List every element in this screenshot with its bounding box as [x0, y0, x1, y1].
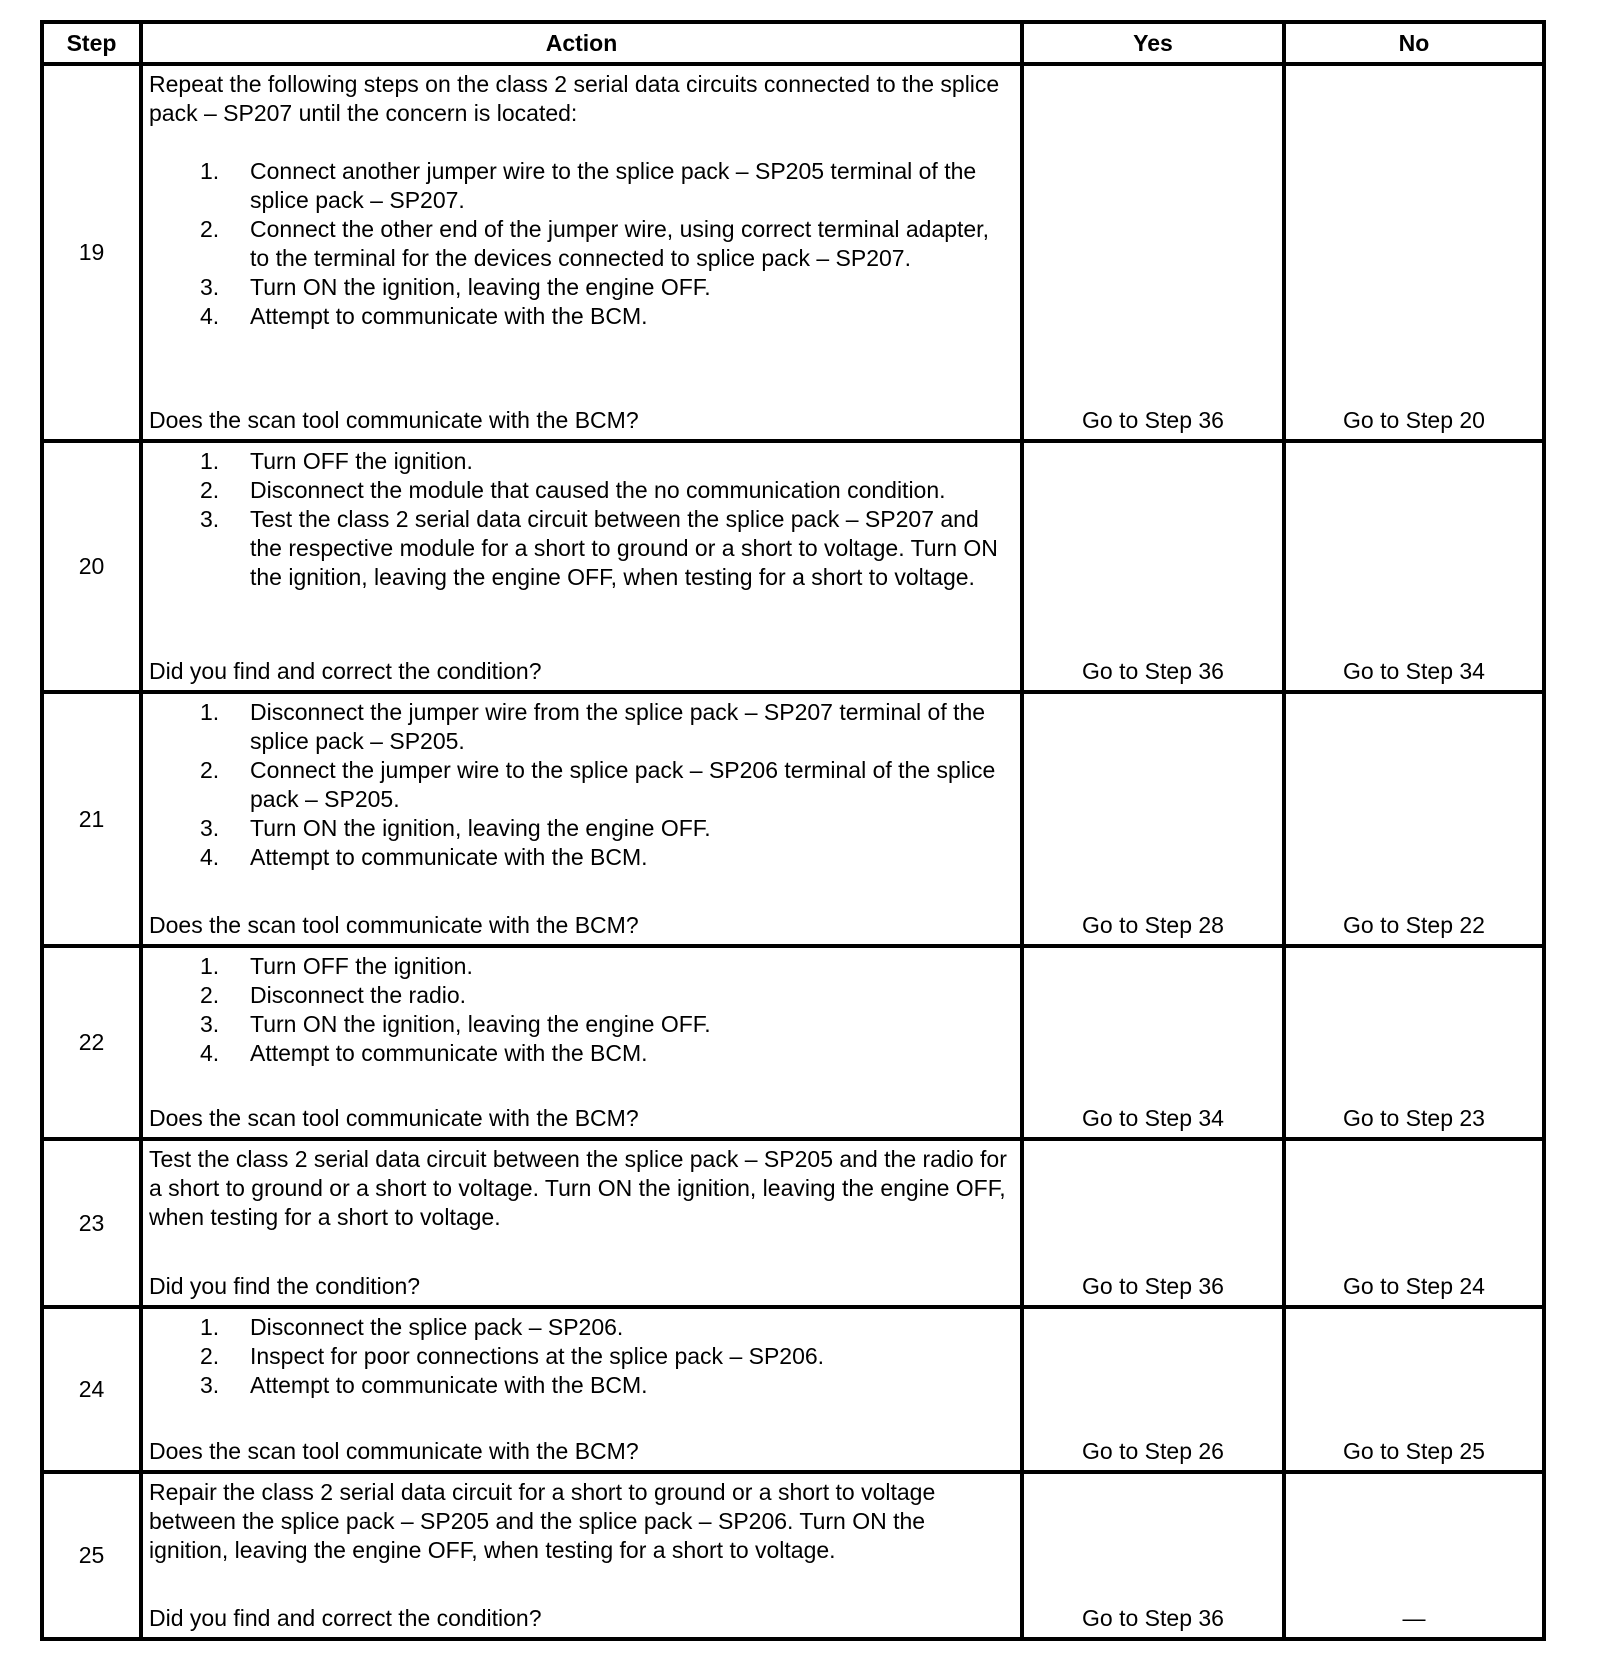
list-text: Turn OFF the ignition. — [250, 953, 473, 979]
list-text: Attempt to communicate with the BCM. — [250, 1372, 648, 1398]
yes-result: Go to Step 36 — [1022, 1472, 1284, 1639]
step-number: 21 — [42, 692, 141, 946]
no-result: Go to Step 25 — [1284, 1307, 1544, 1472]
list-item — [149, 273, 1010, 302]
action-cell — [141, 64, 1022, 441]
header-action: Action — [141, 22, 1022, 64]
no-result: — — [1284, 1472, 1544, 1639]
list-text: Connect the jumper wire to the splice pack – SP206 terminal of the splice pack – SP205. — [250, 757, 996, 812]
list-item — [149, 981, 1010, 1010]
action-question: Does the scan tool communicate with the BCM? — [149, 912, 639, 938]
header-no: No — [1284, 22, 1544, 64]
list-number: 1. — [200, 158, 220, 184]
no-result: Go to Step 20 — [1284, 64, 1544, 441]
header-row — [42, 22, 1544, 64]
list-item — [149, 215, 1010, 273]
list-text: Connect the other end of the jumper wire, using correct terminal adapter, to the terminal for the devices connected to splice pack – SP207. — [250, 216, 989, 271]
list-text: Turn ON the ignition, leaving the engine OFF. — [250, 1011, 711, 1037]
action-steps — [149, 1313, 1010, 1400]
step-number: 24 — [42, 1307, 141, 1472]
action-steps — [149, 157, 1010, 331]
list-number: 3. — [200, 506, 220, 532]
list-item — [149, 302, 1010, 331]
list-number: 2. — [200, 757, 220, 783]
list-text: Test the class 2 serial data circuit between the splice pack – SP207 and the respective module for a short to ground or a short to voltage. Turn ON the ignition, leaving the engine OFF, when testing for a short to voltage. — [250, 506, 998, 590]
list-number: 1. — [200, 953, 220, 979]
list-number: 3. — [200, 274, 220, 300]
action-steps — [149, 698, 1010, 872]
list-item — [149, 1039, 1010, 1068]
list-item — [149, 814, 1010, 843]
list-number: 4. — [200, 303, 220, 329]
list-number: 4. — [200, 1040, 220, 1066]
list-item — [149, 1371, 1010, 1400]
list-number: 1. — [200, 699, 220, 725]
list-number: 4. — [200, 844, 220, 870]
list-item — [149, 1342, 1010, 1371]
list-item — [149, 157, 1010, 215]
step-number: 20 — [42, 441, 141, 692]
action-question: Did you find and correct the condition? — [149, 658, 542, 684]
action-cell — [141, 692, 1022, 946]
list-number: 2. — [200, 216, 220, 242]
table-row-step-24 — [42, 1307, 1544, 1472]
list-text: Connect another jumper wire to the splice pack – SP205 terminal of the splice pack – SP207. — [250, 158, 977, 213]
list-number: 2. — [200, 982, 220, 1008]
yes-result: Go to Step 36 — [1022, 441, 1284, 692]
action-steps — [149, 447, 1010, 592]
action-question: Does the scan tool communicate with the BCM? — [149, 1105, 639, 1131]
header-step: Step — [42, 22, 141, 64]
list-item — [149, 447, 1010, 476]
list-item — [149, 698, 1010, 756]
action-question: Does the scan tool communicate with the BCM? — [149, 1438, 639, 1464]
list-item — [149, 756, 1010, 814]
yes-result: Go to Step 36 — [1022, 1139, 1284, 1307]
table-row-step-23 — [42, 1139, 1544, 1307]
list-text: Disconnect the splice pack – SP206. — [250, 1314, 624, 1340]
list-text: Disconnect the jumper wire from the splice pack – SP207 terminal of the splice pack – SP205. — [250, 699, 986, 754]
action-cell — [141, 946, 1022, 1139]
action-intro: Test the class 2 serial data circuit between the splice pack – SP205 and the radio for a short to ground or a short to voltage. Turn ON the ignition, leaving the engine OFF, when testing for a short to voltage. — [149, 1146, 1007, 1230]
list-number: 2. — [200, 477, 220, 503]
list-text: Attempt to communicate with the BCM. — [250, 844, 648, 870]
step-number: 23 — [42, 1139, 141, 1307]
no-result: Go to Step 34 — [1284, 441, 1544, 692]
list-item — [149, 1010, 1010, 1039]
yes-result: Go to Step 26 — [1022, 1307, 1284, 1472]
list-item — [149, 505, 1010, 592]
list-number: 3. — [200, 815, 220, 841]
yes-result: Go to Step 28 — [1022, 692, 1284, 946]
list-text: Inspect for poor connections at the splice pack – SP206. — [250, 1343, 825, 1369]
action-intro: Repair the class 2 serial data circuit for a short to ground or a short to voltage between the splice pack – SP205 and the splice pack – SP206. Turn ON the ignition, leaving the engine OFF, when testing for a short to voltage. — [149, 1479, 936, 1563]
action-cell — [141, 441, 1022, 692]
action-steps — [149, 952, 1010, 1068]
list-item — [149, 476, 1010, 505]
action-question: Did you find the condition? — [149, 1273, 421, 1299]
yes-result: Go to Step 36 — [1022, 64, 1284, 441]
list-text: Disconnect the radio. — [250, 982, 467, 1008]
list-item — [149, 952, 1010, 981]
list-text: Turn ON the ignition, leaving the engine OFF. — [250, 815, 711, 841]
table-row-step-19 — [42, 64, 1544, 441]
list-text: Turn ON the ignition, leaving the engine OFF. — [250, 274, 711, 300]
step-number: 25 — [42, 1472, 141, 1639]
list-item — [149, 1313, 1010, 1342]
table-row-step-25 — [42, 1472, 1544, 1639]
action-cell — [141, 1472, 1022, 1639]
list-number: 2. — [200, 1343, 220, 1369]
no-result: Go to Step 24 — [1284, 1139, 1544, 1307]
yes-result: Go to Step 34 — [1022, 946, 1284, 1139]
list-text: Attempt to communicate with the BCM. — [250, 1040, 648, 1066]
list-number: 3. — [200, 1011, 220, 1037]
step-number: 22 — [42, 946, 141, 1139]
list-text: Turn OFF the ignition. — [250, 448, 473, 474]
list-item — [149, 843, 1010, 872]
action-intro: Repeat the following steps on the class 2 serial data circuits connected to the splice pack – SP207 until the concern is located: — [149, 71, 1000, 126]
list-number: 1. — [200, 448, 220, 474]
list-number: 1. — [200, 1314, 220, 1340]
list-text: Disconnect the module that caused the no communication condition. — [250, 477, 946, 503]
list-text: Attempt to communicate with the BCM. — [250, 303, 648, 329]
action-question: Does the scan tool communicate with the BCM? — [149, 407, 639, 433]
table-row-step-21 — [42, 692, 1544, 946]
diagnostic-table — [40, 20, 1546, 1641]
action-cell — [141, 1307, 1022, 1472]
no-result: Go to Step 22 — [1284, 692, 1544, 946]
action-cell — [141, 1139, 1022, 1307]
action-question: Did you find and correct the condition? — [149, 1605, 542, 1631]
table-row-step-20 — [42, 441, 1544, 692]
list-number: 3. — [200, 1372, 220, 1398]
header-yes: Yes — [1022, 22, 1284, 64]
table-row-step-22 — [42, 946, 1544, 1139]
step-number: 19 — [42, 64, 141, 441]
no-result: Go to Step 23 — [1284, 946, 1544, 1139]
